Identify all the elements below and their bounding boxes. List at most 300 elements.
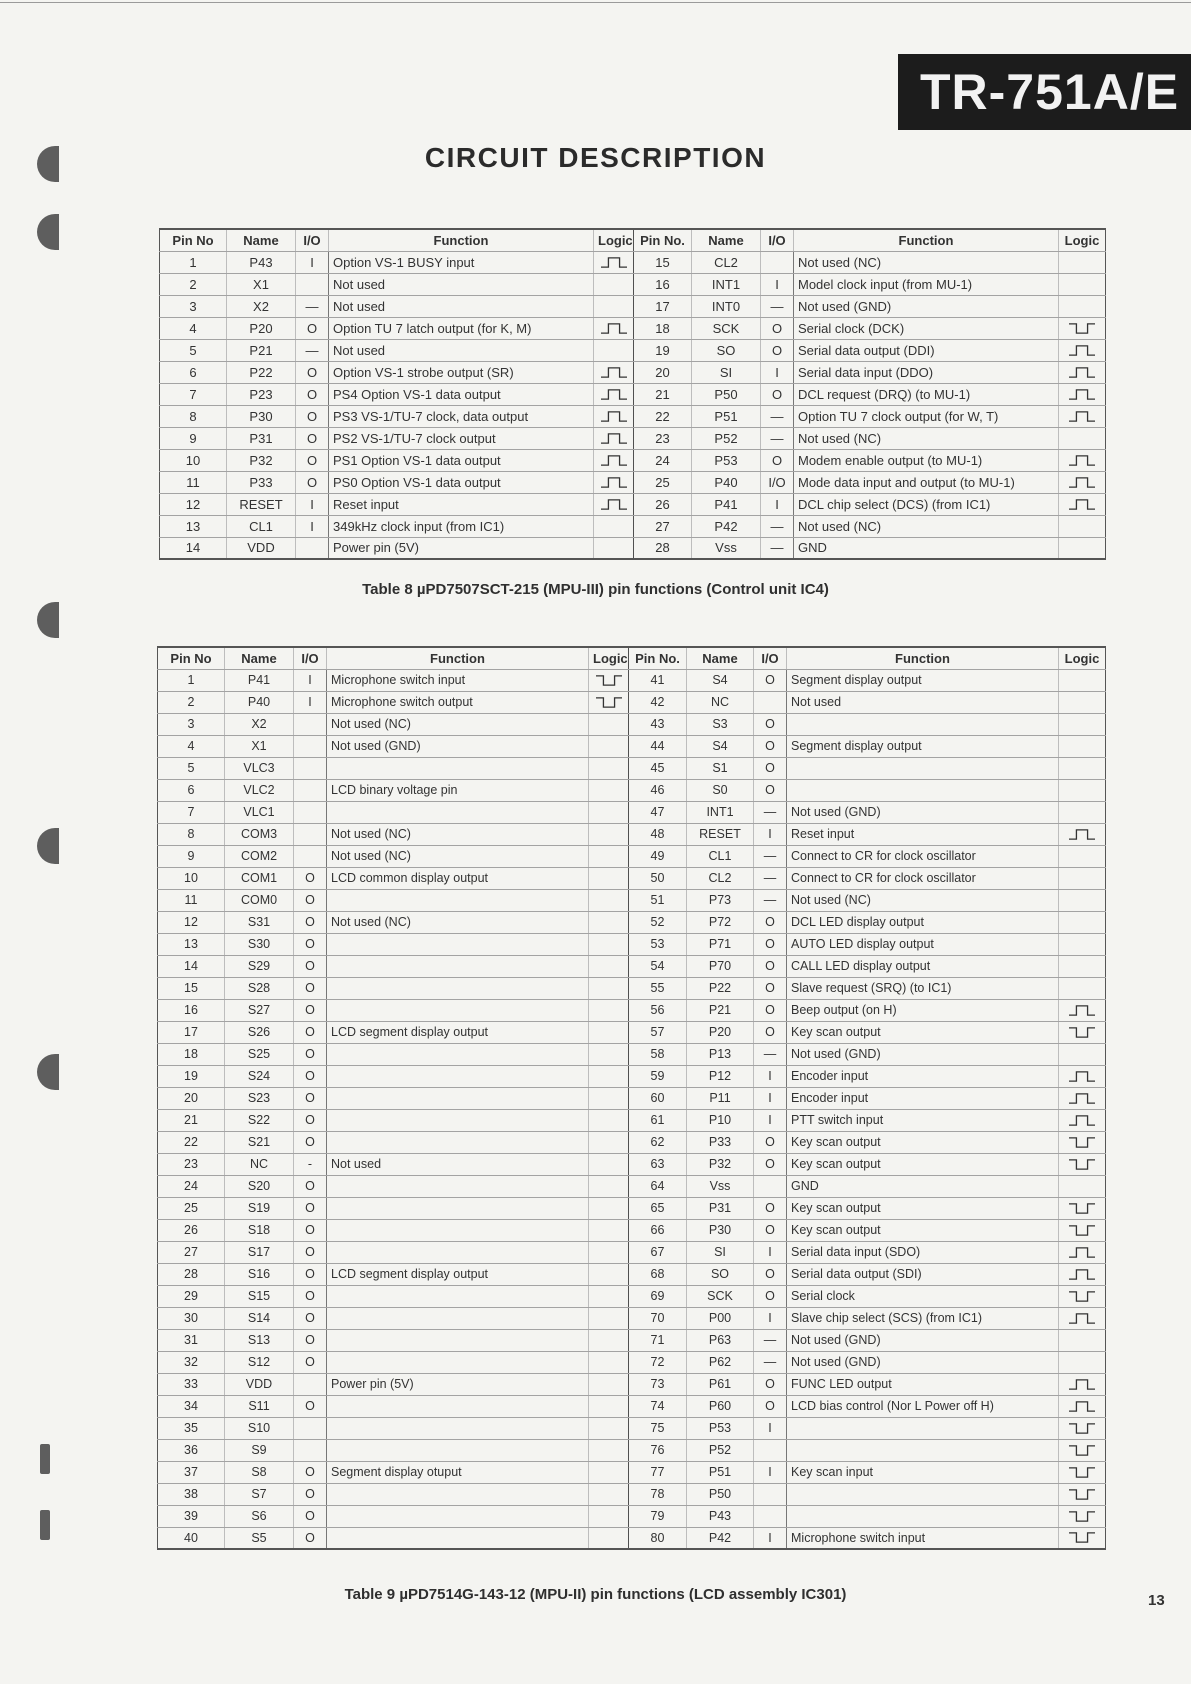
pin-function-cell: Segment display otuput — [327, 1461, 589, 1483]
pin-function-cell: Model clock input (from MU-1) — [794, 273, 1059, 295]
logic-pulse-low-icon — [1067, 1422, 1097, 1435]
pin-number-cell: 40 — [158, 1527, 225, 1549]
pin-logic-cell — [589, 669, 629, 691]
pin-name-cell: VDD — [227, 537, 296, 559]
pin-function-cell — [327, 1197, 589, 1219]
pin-logic-cell — [1059, 1439, 1106, 1461]
pin-function-cell: Key scan output — [787, 1219, 1059, 1241]
pin-function-cell — [327, 1219, 589, 1241]
table-header-row — [160, 229, 1106, 251]
pin-function-cell: Reset input — [329, 493, 594, 515]
table-row — [158, 1461, 1106, 1483]
pin-function-cell: Not used — [329, 273, 594, 295]
page-title: CIRCUIT DESCRIPTION — [424, 142, 767, 173]
pin-io-cell — [296, 273, 329, 295]
logic-pulse-high-icon — [1067, 1070, 1097, 1083]
table-row — [158, 713, 1106, 735]
pin-number-cell: 22 — [158, 1131, 225, 1153]
pin-name-cell: P50 — [692, 383, 761, 405]
pin-function-cell: LCD binary voltage pin — [327, 779, 589, 801]
pin-name-cell: VDD — [225, 1373, 294, 1395]
table-row — [158, 977, 1106, 999]
pin-io-cell: O — [754, 1219, 787, 1241]
pin-function-cell: 349kHz clock input (from IC1) — [329, 515, 594, 537]
table-row — [158, 757, 1106, 779]
pin-function-cell: DCL LED display output — [787, 911, 1059, 933]
pin-function-cell — [327, 757, 589, 779]
table-row — [158, 1131, 1106, 1153]
pin-number-cell: 68 — [629, 1263, 687, 1285]
pin-name-cell: S4 — [687, 669, 754, 691]
pin-function-cell — [327, 1505, 589, 1527]
pin-name-cell: P43 — [227, 251, 296, 273]
pin-number-cell: 7 — [158, 801, 225, 823]
pin-logic-cell — [589, 977, 629, 999]
pin-number-cell: 65 — [629, 1197, 687, 1219]
pin-number-cell: 23 — [158, 1153, 225, 1175]
pin-function-cell — [327, 1329, 589, 1351]
table-row — [158, 845, 1106, 867]
page-number: 13 — [1148, 1592, 1165, 1609]
pin-number-cell: 55 — [629, 977, 687, 999]
pin-function-cell: Connect to CR for clock oscillator — [787, 845, 1059, 867]
pin-function-cell: Power pin (5V) — [329, 537, 594, 559]
pin-function-cell: Not used (NC) — [787, 889, 1059, 911]
pin-logic-cell — [589, 735, 629, 757]
pin-number-cell: 3 — [158, 713, 225, 735]
pin-number-cell: 9 — [158, 845, 225, 867]
pin-name-cell: P22 — [687, 977, 754, 999]
col-header: Name — [687, 647, 754, 669]
pin-io-cell — [754, 1505, 787, 1527]
pin-number-cell: 32 — [158, 1351, 225, 1373]
pin-name-cell: P71 — [687, 933, 754, 955]
pin-io-cell — [754, 1175, 787, 1197]
table-row — [158, 1109, 1106, 1131]
pin-function-cell — [327, 955, 589, 977]
col-header: Logic — [1059, 229, 1106, 251]
pin-name-cell: P22 — [227, 361, 296, 383]
pin-function-cell: Not used (GND) — [787, 1351, 1059, 1373]
pin-number-cell: 27 — [634, 515, 692, 537]
col-header: Function — [329, 229, 594, 251]
pin-io-cell: O — [754, 1131, 787, 1153]
pin-number-cell: 14 — [158, 955, 225, 977]
pin-name-cell: P23 — [227, 383, 296, 405]
pin-io-cell: — — [754, 801, 787, 823]
pin-io-cell: O — [294, 1197, 327, 1219]
pin-function-cell: Option VS-1 BUSY input — [329, 251, 594, 273]
col-header: I/O — [761, 229, 794, 251]
pin-io-cell: I — [754, 1065, 787, 1087]
table-row — [158, 735, 1106, 757]
pin-number-cell: 67 — [629, 1241, 687, 1263]
pin-io-cell: I — [296, 493, 329, 515]
pin-number-cell: 63 — [629, 1153, 687, 1175]
pin-logic-cell — [589, 1109, 629, 1131]
pin-name-cell: P43 — [687, 1505, 754, 1527]
pin-name-cell: S29 — [225, 955, 294, 977]
pin-logic-cell — [589, 867, 629, 889]
pin-io-cell: O — [296, 449, 329, 471]
pin-io-cell: O — [296, 471, 329, 493]
pin-logic-cell — [1059, 1087, 1106, 1109]
pin-io-cell: O — [294, 1527, 327, 1549]
pin-logic-cell — [589, 933, 629, 955]
pin-name-cell: S9 — [225, 1439, 294, 1461]
pin-number-cell: 42 — [629, 691, 687, 713]
col-header: I/O — [754, 647, 787, 669]
pin-name-cell: P32 — [227, 449, 296, 471]
pin-logic-cell — [1059, 251, 1106, 273]
pin-name-cell: P30 — [227, 405, 296, 427]
col-header: Name — [227, 229, 296, 251]
logic-pulse-high-icon — [599, 388, 629, 401]
pin-io-cell: I — [754, 1087, 787, 1109]
pin-io-cell — [754, 691, 787, 713]
pin-logic-cell — [1059, 1175, 1106, 1197]
pin-logic-cell — [589, 1307, 629, 1329]
pin-function-cell: AUTO LED display output — [787, 933, 1059, 955]
pin-io-cell: O — [754, 779, 787, 801]
table-row — [158, 999, 1106, 1021]
pin-logic-cell — [1059, 1461, 1106, 1483]
pin-function-cell: Option TU 7 latch output (for K, M) — [329, 317, 594, 339]
pin-function-cell: LCD segment display output — [327, 1263, 589, 1285]
pin-logic-cell — [589, 845, 629, 867]
pin-number-cell: 61 — [629, 1109, 687, 1131]
pin-name-cell: P73 — [687, 889, 754, 911]
pin-logic-cell — [589, 801, 629, 823]
pin-io-cell: O — [754, 1153, 787, 1175]
pin-io-cell: O — [754, 1373, 787, 1395]
pin-name-cell: X2 — [225, 713, 294, 735]
table-row — [160, 295, 1106, 317]
pin-function-cell — [787, 1439, 1059, 1461]
pin-name-cell: CL1 — [227, 515, 296, 537]
logic-pulse-high-icon — [1067, 366, 1097, 379]
table-row — [160, 273, 1106, 295]
binder-hole-icon — [40, 1510, 50, 1540]
pin-name-cell: VLC1 — [225, 801, 294, 823]
pin-name-cell: P12 — [687, 1065, 754, 1087]
pin-function-cell: FUNC LED output — [787, 1373, 1059, 1395]
table-row — [160, 383, 1106, 405]
pin-logic-cell — [589, 1527, 629, 1549]
pin-function-cell: Key scan output — [787, 1131, 1059, 1153]
pin-function-cell: Key scan output — [787, 1153, 1059, 1175]
pin-logic-cell — [589, 1043, 629, 1065]
pin-number-cell: 8 — [158, 823, 225, 845]
pin-io-cell: I — [761, 493, 794, 515]
logic-pulse-high-icon — [1067, 498, 1097, 511]
pin-number-cell: 52 — [629, 911, 687, 933]
pin-function-cell — [327, 1395, 589, 1417]
pin-name-cell: S12 — [225, 1351, 294, 1373]
table-row — [158, 1153, 1106, 1175]
pin-io-cell: O — [754, 955, 787, 977]
pin-function-cell — [327, 1241, 589, 1263]
pin-function-cell — [787, 757, 1059, 779]
pin-function-cell: Modem enable output (to MU-1) — [794, 449, 1059, 471]
pin-io-cell — [754, 1483, 787, 1505]
pin-io-cell: O — [294, 1285, 327, 1307]
pin-number-cell: 31 — [158, 1329, 225, 1351]
pin-logic-cell — [1059, 339, 1106, 361]
pin-name-cell: COM0 — [225, 889, 294, 911]
pin-logic-cell — [1059, 669, 1106, 691]
pin-name-cell: Vss — [692, 537, 761, 559]
pin-io-cell: — — [296, 339, 329, 361]
pin-number-cell: 13 — [158, 933, 225, 955]
pin-number-cell: 34 — [158, 1395, 225, 1417]
pin-io-cell: — — [761, 405, 794, 427]
pin-function-cell: PS0 Option VS-1 data output — [329, 471, 594, 493]
table-row — [160, 405, 1106, 427]
col-header: Function — [794, 229, 1059, 251]
pin-number-cell: 48 — [629, 823, 687, 845]
binder-hole-icon — [37, 602, 59, 638]
pin-name-cell: P31 — [227, 427, 296, 449]
page-top-rule — [0, 2, 1191, 3]
pin-logic-cell — [1059, 713, 1106, 735]
pin-number-cell: 3 — [160, 295, 227, 317]
logic-pulse-high-icon — [599, 498, 629, 511]
pin-name-cell: S22 — [225, 1109, 294, 1131]
pin-function-cell: Not used — [787, 691, 1059, 713]
pin-function-cell — [787, 779, 1059, 801]
pin-io-cell: — — [754, 1329, 787, 1351]
pin-logic-cell — [594, 339, 634, 361]
pin-name-cell: S13 — [225, 1329, 294, 1351]
pin-logic-cell — [1059, 515, 1106, 537]
pin-number-cell: 14 — [160, 537, 227, 559]
pin-io-cell: O — [296, 405, 329, 427]
col-header: Pin No. — [629, 647, 687, 669]
pin-logic-cell — [1059, 1131, 1106, 1153]
pin-number-cell: 26 — [158, 1219, 225, 1241]
pin-logic-cell — [1059, 361, 1106, 383]
pin-number-cell: 80 — [629, 1527, 687, 1549]
pin-io-cell: O — [294, 1505, 327, 1527]
pin-number-cell: 39 — [158, 1505, 225, 1527]
pin-logic-cell — [1059, 823, 1106, 845]
pin-io-cell: O — [296, 361, 329, 383]
pin-name-cell: P11 — [687, 1087, 754, 1109]
pin-number-cell: 9 — [160, 427, 227, 449]
logic-pulse-high-icon — [1067, 1114, 1097, 1127]
pin-function-cell: Serial clock (DCK) — [794, 317, 1059, 339]
pin-number-cell: 17 — [634, 295, 692, 317]
pin-io-cell: O — [294, 889, 327, 911]
pin-io-cell — [294, 713, 327, 735]
pin-logic-cell — [1059, 1021, 1106, 1043]
pin-function-cell: Not used (GND) — [787, 1043, 1059, 1065]
pin-number-cell: 50 — [629, 867, 687, 889]
pin-function-cell: Not used — [327, 1153, 589, 1175]
pin-logic-cell — [589, 1153, 629, 1175]
pin-function-cell: Reset input — [787, 823, 1059, 845]
pin-logic-cell — [589, 1329, 629, 1351]
pin-logic-cell — [1059, 867, 1106, 889]
pin-logic-cell — [1059, 757, 1106, 779]
pin-logic-cell — [1059, 1153, 1106, 1175]
pin-number-cell: 8 — [160, 405, 227, 427]
pin-logic-cell — [1059, 999, 1106, 1021]
pin-number-cell: 11 — [158, 889, 225, 911]
pin-io-cell: O — [294, 1109, 327, 1131]
pin-number-cell: 25 — [634, 471, 692, 493]
table-row — [158, 1483, 1106, 1505]
pin-table-mpu3 — [159, 228, 1106, 560]
pin-io-cell: O — [296, 427, 329, 449]
pin-name-cell: SCK — [692, 317, 761, 339]
pin-name-cell: P63 — [687, 1329, 754, 1351]
table-row — [158, 1417, 1106, 1439]
table-row — [160, 251, 1106, 273]
pin-function-cell: Connect to CR for clock oscillator — [787, 867, 1059, 889]
pin-function-cell: Beep output (on H) — [787, 999, 1059, 1021]
pin-table-mpu2 — [157, 646, 1106, 1550]
pin-function-cell: LCD bias control (Nor L Power off H) — [787, 1395, 1059, 1417]
logic-pulse-high-icon — [1067, 344, 1097, 357]
table-header-row — [158, 647, 1106, 669]
pin-logic-cell — [1059, 1219, 1106, 1241]
pin-function-cell: Not used (GND) — [327, 735, 589, 757]
pin-function-cell — [327, 1109, 589, 1131]
pin-io-cell: — — [761, 295, 794, 317]
pin-logic-cell — [1059, 493, 1106, 515]
pin-name-cell: S8 — [225, 1461, 294, 1483]
pin-logic-cell — [1059, 1043, 1106, 1065]
pin-logic-cell — [1059, 1373, 1106, 1395]
pin-logic-cell — [589, 1461, 629, 1483]
pin-io-cell: O — [761, 317, 794, 339]
pin-logic-cell — [1059, 1109, 1106, 1131]
pin-io-cell: O — [754, 977, 787, 999]
pin-io-cell — [296, 537, 329, 559]
pin-function-cell: PS1 Option VS-1 data output — [329, 449, 594, 471]
pin-name-cell: P53 — [687, 1417, 754, 1439]
pin-logic-cell — [1059, 1417, 1106, 1439]
pin-io-cell: O — [754, 713, 787, 735]
logic-pulse-low-icon — [1067, 1488, 1097, 1501]
logic-pulse-high-icon — [599, 322, 629, 335]
pin-number-cell: 16 — [158, 999, 225, 1021]
pin-function-cell — [327, 977, 589, 999]
pin-name-cell: S27 — [225, 999, 294, 1021]
pin-number-cell: 19 — [634, 339, 692, 361]
pin-io-cell: — — [761, 537, 794, 559]
pin-io-cell: O — [294, 1219, 327, 1241]
pin-function-cell — [327, 1351, 589, 1373]
col-header: Logic — [1059, 647, 1106, 669]
col-header: I/O — [294, 647, 327, 669]
pin-io-cell: I/O — [761, 471, 794, 493]
pin-io-cell: O — [754, 933, 787, 955]
pin-logic-cell — [589, 1285, 629, 1307]
pin-number-cell: 24 — [158, 1175, 225, 1197]
pin-number-cell: 2 — [160, 273, 227, 295]
pin-number-cell: 17 — [158, 1021, 225, 1043]
pin-number-cell: 57 — [629, 1021, 687, 1043]
pin-name-cell: VLC3 — [225, 757, 294, 779]
pin-number-cell: 15 — [158, 977, 225, 999]
table-row — [158, 1307, 1106, 1329]
pin-io-cell: I — [761, 361, 794, 383]
pin-name-cell: P00 — [687, 1307, 754, 1329]
table-row — [158, 779, 1106, 801]
pin-number-cell: 25 — [158, 1197, 225, 1219]
table-row — [158, 1505, 1106, 1527]
pin-io-cell: O — [761, 449, 794, 471]
pin-number-cell: 5 — [158, 757, 225, 779]
pin-io-cell: O — [296, 383, 329, 405]
logic-pulse-low-icon — [1067, 1466, 1097, 1479]
pin-number-cell: 5 — [160, 339, 227, 361]
pin-io-cell: O — [294, 1065, 327, 1087]
pin-io-cell: O — [761, 339, 794, 361]
pin-function-cell — [327, 1527, 589, 1549]
pin-number-cell: 75 — [629, 1417, 687, 1439]
pin-function-cell — [327, 1417, 589, 1439]
table-row — [158, 1043, 1106, 1065]
pin-number-cell: 28 — [158, 1263, 225, 1285]
table-row — [158, 823, 1106, 845]
table-row — [160, 317, 1106, 339]
pin-name-cell: INT1 — [692, 273, 761, 295]
pin-name-cell: INT0 — [692, 295, 761, 317]
logic-pulse-low-icon — [1067, 1136, 1097, 1149]
pin-name-cell: S18 — [225, 1219, 294, 1241]
pin-logic-cell — [1059, 295, 1106, 317]
logic-pulse-high-icon — [599, 476, 629, 489]
pin-logic-cell — [1059, 933, 1106, 955]
pin-logic-cell — [589, 1021, 629, 1043]
pin-logic-cell — [594, 405, 634, 427]
pin-name-cell: P53 — [692, 449, 761, 471]
pin-function-cell: GND — [794, 537, 1059, 559]
pin-number-cell: 62 — [629, 1131, 687, 1153]
pin-name-cell: P60 — [687, 1395, 754, 1417]
pin-logic-cell — [594, 515, 634, 537]
pin-logic-cell — [589, 1505, 629, 1527]
pin-logic-cell — [1059, 1241, 1106, 1263]
pin-function-cell — [327, 1065, 589, 1087]
pin-logic-cell — [1059, 537, 1106, 559]
pin-number-cell: 60 — [629, 1087, 687, 1109]
pin-number-cell: 44 — [629, 735, 687, 757]
logic-pulse-high-icon — [1067, 454, 1097, 467]
table-row — [160, 493, 1106, 515]
pin-function-cell: Serial data input (DDO) — [794, 361, 1059, 383]
logic-pulse-low-icon — [1067, 1531, 1097, 1544]
pin-function-cell: Not used (GND) — [787, 1329, 1059, 1351]
logic-pulse-low-icon — [1067, 1158, 1097, 1171]
pin-function-cell: Key scan output — [787, 1197, 1059, 1219]
pin-name-cell: COM2 — [225, 845, 294, 867]
table-row — [160, 471, 1106, 493]
pin-number-cell: 24 — [634, 449, 692, 471]
table-row — [158, 1263, 1106, 1285]
logic-pulse-low-icon — [1067, 1026, 1097, 1039]
logic-pulse-high-icon — [599, 432, 629, 445]
table-row — [158, 801, 1106, 823]
pin-number-cell: 1 — [158, 669, 225, 691]
pin-number-cell: 23 — [634, 427, 692, 449]
pin-name-cell: S26 — [225, 1021, 294, 1043]
logic-pulse-low-icon — [594, 674, 624, 687]
